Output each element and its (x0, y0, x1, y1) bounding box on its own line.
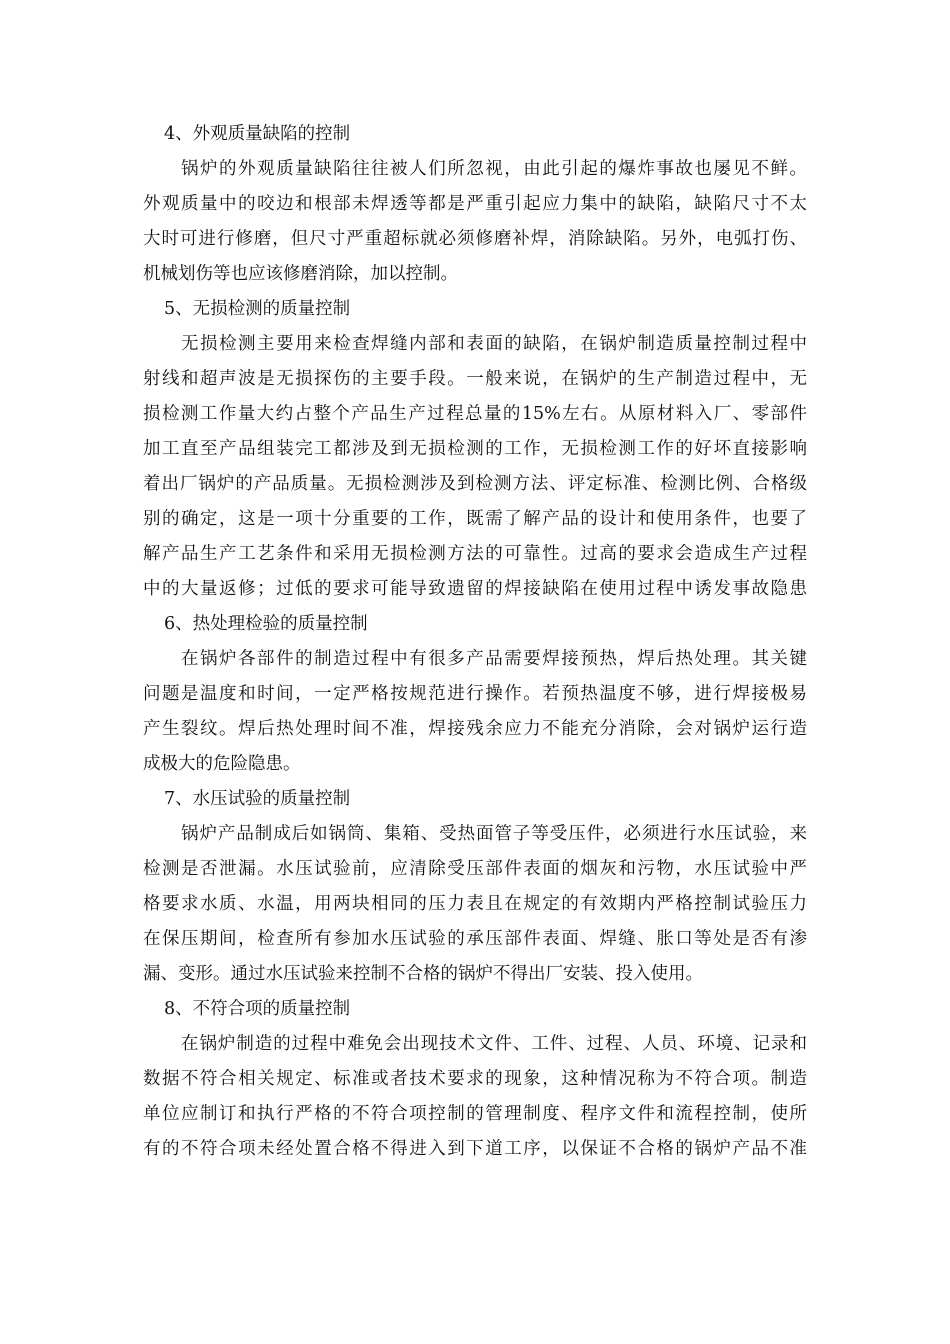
paragraph-line: 射线和超声波是无损探伤的主要手段。一般来说，在锅炉的生产制造过程中，无 (143, 369, 807, 389)
section-heading: 4、外观质量缺陷的控制 (164, 124, 351, 144)
paragraph-line: 数据不符合相关规定、标准或者技术要求的现象，这种情况称为不符合项。制造 (143, 1069, 807, 1089)
paragraph-line: 在锅炉制造的过程中难免会出现技术文件、工件、过程、人员、环境、记录和 (181, 1034, 807, 1054)
paragraph-line: 问题是温度和时间，一定严格按规范进行操作。若预热温度不够，进行焊接极易 (143, 684, 807, 704)
paragraph-line: 在保压期间，检查所有参加水压试验的承压部件表面、焊缝、胀口等处是否有渗 (143, 929, 807, 949)
paragraph-line: 外观质量中的咬边和根部未焊透等都是严重引起应力集中的缺陷，缺陷尺寸不太 (143, 194, 807, 214)
paragraph-line: 格要求水质、水温，用两块相同的压力表且在规定的有效期内严格控制试验压力 (143, 894, 807, 914)
paragraph-line: 大时可进行修磨，但尺寸严重超标就必须修磨补焊，消除缺陷。另外，电弧打伤、 (143, 229, 807, 249)
document-body (143, 117, 807, 1167)
section-heading: 6、热处理检验的质量控制 (164, 614, 368, 634)
paragraph-line: 着出厂锅炉的产品质量。无损检测涉及到检测方法、评定标准、检测比例、合格级 (143, 474, 807, 494)
paragraph-line: 在锅炉各部件的制造过程中有很多产品需要焊接预热，焊后热处理。其关键 (181, 649, 807, 669)
section-heading: 8、不符合项的质量控制 (164, 999, 351, 1019)
paragraph-line: 解产品生产工艺条件和采用无损检测方法的可靠性。过高的要求会造成生产过程 (143, 544, 807, 564)
paragraph-line: 漏、变形。通过水压试验来控制不合格的锅炉不得出厂安装、投入使用。 (143, 964, 703, 984)
paragraph-line: 损检测工作量大约占整个产品生产过程总量的15%左右。从原材料入厂、零部件 (143, 404, 807, 424)
section-heading: 5、无损检测的质量控制 (164, 299, 351, 319)
paragraph-line: 产生裂纹。焊后热处理时间不准，焊接残余应力不能充分消除，会对锅炉运行造 (143, 719, 807, 739)
paragraph-line: 成极大的危险隐患。 (143, 754, 301, 774)
paragraph-line: 加工直至产品组装完工都涉及到无损检测的工作，无损检测工作的好坏直接影响 (143, 439, 807, 459)
paragraph-line: 检测是否泄漏。水压试验前，应清除受压部件表面的烟灰和污物，水压试验中严 (143, 859, 807, 879)
paragraph-line: 中的大量返修；过低的要求可能导致遗留的焊接缺陷在使用过程中诱发事故隐患 (143, 579, 807, 599)
paragraph-line: 单位应制订和执行严格的不符合项控制的管理制度、程序文件和流程控制，使所 (143, 1104, 807, 1124)
paragraph-line: 机械划伤等也应该修磨消除，加以控制。 (143, 264, 458, 284)
paragraph-line: 别的确定，这是一项十分重要的工作，既需了解产品的设计和使用条件，也要了 (143, 509, 807, 529)
section-heading: 7、水压试验的质量控制 (164, 789, 351, 809)
paragraph-line: 无损检测主要用来检查焊缝内部和表面的缺陷，在锅炉制造质量控制过程中 (181, 334, 807, 354)
paragraph-line: 有的不符合项未经处置合格不得进入到下道工序，以保证不合格的锅炉产品不准 (143, 1139, 807, 1159)
paragraph-line: 锅炉产品制成后如锅筒、集箱、受热面管子等受压件，必须进行水压试验，来 (181, 824, 807, 844)
paragraph-line: 锅炉的外观质量缺陷往往被人们所忽视，由此引起的爆炸事故也屡见不鲜。 (181, 159, 807, 179)
